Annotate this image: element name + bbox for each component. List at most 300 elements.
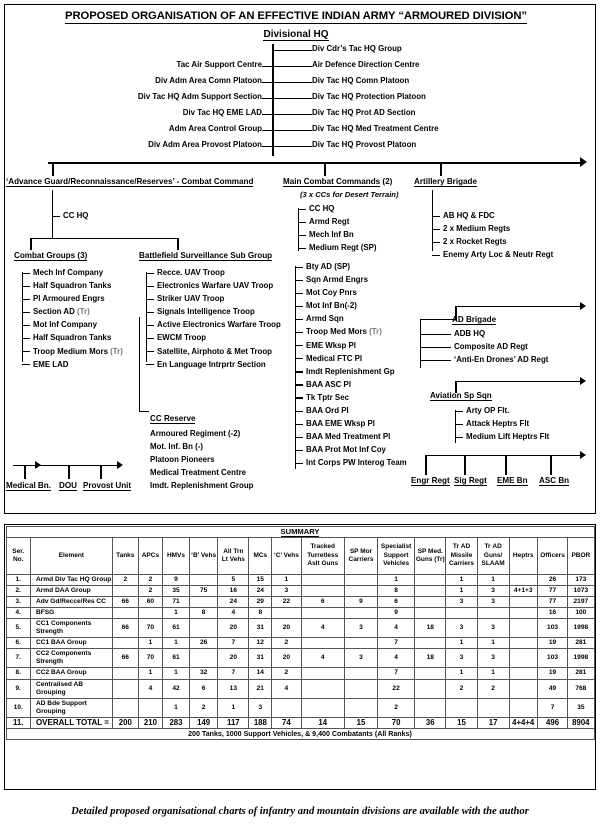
row-value: 4+1+3 [509, 585, 537, 596]
hq-left-label: Tac Air Support Centre [176, 60, 262, 69]
row-serial: 4. [6, 607, 30, 618]
row-value: 16 [537, 607, 567, 618]
row-value: 7 [377, 638, 414, 649]
list-item: Armd Regt [298, 215, 377, 228]
list-item: Arty OP Flt. [455, 404, 549, 417]
row-value: 20 [272, 618, 301, 637]
row-serial: 10. [6, 698, 30, 717]
row-serial: 1. [6, 574, 30, 585]
row-value [509, 679, 537, 698]
row-value: 26 [537, 574, 567, 585]
row-value: 2 [272, 638, 301, 649]
row-value [344, 668, 377, 679]
row-value: 9 [377, 607, 414, 618]
column-header: SP Mor Carriers [344, 537, 377, 574]
row-value: 7 [377, 668, 414, 679]
list-item: CC HQ [298, 202, 377, 215]
row-value: 14 [301, 717, 344, 728]
row-value [415, 574, 446, 585]
bus-drop [425, 455, 427, 475]
summary-title-row [6, 526, 594, 537]
row-element: Adv Gd/Recce/Res CC [30, 596, 112, 607]
branch-heading-cc-reserve: CC Reserve [150, 414, 196, 423]
list-item: Medium Regt (SP) [298, 241, 377, 254]
level2-bus-arrow-icon [580, 302, 586, 310]
summary-footer-cell: 200 Tanks, 1000 Support Vehicles, & 9,400 Combatants (All Ranks) [6, 729, 594, 740]
list-item: Platoon Pioneers [150, 455, 215, 465]
row-value: 2 [112, 574, 138, 585]
hq-left-label: Div Adm Area Provost Platoon [148, 140, 262, 149]
level1-bus-line [48, 162, 584, 164]
column-header: HMVs [163, 537, 190, 574]
row-value: 8 [377, 585, 414, 596]
list-item: Sqn Armd Engrs [295, 273, 407, 286]
row-serial: 6. [6, 638, 30, 649]
row-value [344, 698, 377, 717]
branch-heading-combat-groups: Combat Groups (3) [14, 251, 88, 260]
column-header: Ser. No. [6, 537, 30, 574]
row-value: 66 [112, 649, 138, 668]
column-header: All Trn Lt Vehs [218, 537, 249, 574]
ad-brigade-list [420, 327, 548, 366]
hq-row [0, 92, 592, 105]
list-item: Mot. Inf. Bn (-) [150, 442, 204, 452]
list-item: Striker UAV Troop [146, 292, 281, 305]
row-value: 7 [218, 638, 249, 649]
bssg-list [146, 266, 281, 371]
row-value [112, 638, 138, 649]
cc-reserve-list [150, 427, 253, 492]
row-value [415, 698, 446, 717]
bus-drop [324, 162, 326, 176]
row-serial: 8. [6, 668, 30, 679]
list-item: Medical FTC Pl [295, 352, 407, 365]
row-value [415, 607, 446, 618]
row-value: 8 [249, 607, 272, 618]
column-header: Element [30, 537, 112, 574]
row-value [301, 607, 344, 618]
row-value: 4 [272, 679, 301, 698]
row-value: 100 [568, 607, 594, 618]
row-value [112, 585, 138, 596]
row-serial: 5. [6, 618, 30, 637]
row-value: 1 [163, 698, 190, 717]
row-value [509, 596, 537, 607]
row-value: 103 [537, 618, 567, 637]
row-value: 4 [377, 649, 414, 668]
artillery-list [432, 209, 553, 261]
hq-connector-right [274, 66, 312, 67]
list-item: Bty AD (SP) [295, 260, 407, 273]
table-row [6, 649, 594, 668]
row-value: 1 [446, 638, 477, 649]
hq-right-label: Div Tac HQ Protection Platoon [312, 92, 426, 101]
row-element: Centralised AB Grouping [30, 679, 112, 698]
row-value [446, 698, 477, 717]
row-value [189, 574, 217, 585]
row-value: 3 [446, 618, 477, 637]
main-combat-group-a [298, 202, 377, 254]
row-value: 1 [138, 638, 162, 649]
row-value [112, 679, 138, 698]
row-value: 20 [218, 649, 249, 668]
row-element: OVERALL TOTAL = [30, 717, 112, 728]
branch-heading-artillery: Artillery Brigade [414, 177, 477, 186]
row-value: 3 [446, 596, 477, 607]
row-value: 3 [477, 618, 509, 637]
hq-row [0, 44, 592, 57]
row-value: 1 [163, 638, 190, 649]
branch-heading-advance-guard: ‘Advance Guard/Reconnaissance/Reserves’ - Combat Command [6, 177, 254, 186]
table-row [6, 618, 594, 637]
list-item: Half Squadron Tanks [22, 331, 123, 344]
row-value: 8904 [568, 717, 594, 728]
column-header: Tr AD Missile Carriers [446, 537, 477, 574]
hq-connector-right [274, 146, 312, 147]
row-value [344, 607, 377, 618]
row-value [509, 607, 537, 618]
row-value [344, 679, 377, 698]
row-value: 2 [138, 574, 162, 585]
row-value [272, 607, 301, 618]
list-item: 2 x Rocket Regts [432, 235, 553, 248]
list-item: ‘Anti-En Drones’ AD Regt [420, 353, 548, 366]
row-value: 7 [218, 668, 249, 679]
column-header: ‘B’ Vehs [189, 537, 217, 574]
row-value [344, 585, 377, 596]
row-serial: 2. [6, 585, 30, 596]
row-value [509, 574, 537, 585]
row-value [189, 618, 217, 637]
row-value: 1 [218, 698, 249, 717]
row-value: 66 [112, 618, 138, 637]
row-value: 24 [249, 585, 272, 596]
list-item: Mech Inf Bn [298, 228, 377, 241]
row-value: 281 [568, 668, 594, 679]
list-item: Active Electronics Warfare Troop [146, 318, 281, 331]
row-value: 1 [163, 668, 190, 679]
row-value: 281 [568, 638, 594, 649]
support-right-bus-line [425, 455, 583, 456]
row-value: 6 [377, 596, 414, 607]
row-value: 61 [163, 618, 190, 637]
row-value: 149 [189, 717, 217, 728]
branch-heading-ad-brigade: AD Brigade [452, 315, 497, 324]
row-value: 21 [249, 679, 272, 698]
row-value: 1 [446, 585, 477, 596]
row-value: 35 [163, 585, 190, 596]
row-value [477, 698, 509, 717]
list-item: BAA EME Wksp Pl [295, 417, 407, 430]
table-row [6, 585, 594, 596]
hq-ladder [0, 44, 592, 156]
support-unit-eme-bn: EME Bn [497, 476, 528, 485]
row-value: 1073 [568, 585, 594, 596]
page-title: PROPOSED ORGANISATION OF AN EFFECTIVE INDIAN ARMY “ARMOURED DIVISION” [65, 10, 527, 22]
support-unit-engr-regt: Engr Regt [411, 476, 450, 485]
hq-connector-right [274, 114, 312, 115]
row-value: 3 [249, 698, 272, 717]
list-item: Armoured Regiment (-2) [150, 429, 241, 438]
bus-drop [24, 465, 26, 479]
row-element: CC1 Components Strength [30, 618, 112, 637]
row-value: 36 [415, 717, 446, 728]
row-value [415, 679, 446, 698]
bus-drop [30, 238, 32, 250]
row-value: 8 [189, 607, 217, 618]
row-value [344, 574, 377, 585]
main-combat-rail-a [298, 208, 299, 251]
row-value: 1 [477, 574, 509, 585]
hq-right-label: Div Tac HQ Med Treatment Centre [312, 124, 439, 133]
list-item: ADB HQ [420, 327, 548, 340]
support-unit-provost-unit: Provost Unit [83, 481, 132, 490]
bssg-rail [146, 272, 147, 362]
row-value [415, 585, 446, 596]
row-value: 4 [301, 649, 344, 668]
branch-heading-bssg: Battlefield Surveillance Sub Group [139, 251, 273, 260]
row-value: 15 [344, 717, 377, 728]
row-serial: 3. [6, 596, 30, 607]
advance-guard-split-bar [30, 238, 178, 239]
list-item: BAA Ord Pl [295, 404, 407, 417]
row-value: 19 [537, 638, 567, 649]
row-value [446, 607, 477, 618]
hq-left-label: Adm Area Control Group [168, 124, 262, 133]
row-value [112, 668, 138, 679]
row-value: 1998 [568, 649, 594, 668]
table-row [6, 596, 594, 607]
list-item: Imdt Replenishment Gp [295, 365, 407, 378]
bus-drop [100, 465, 102, 479]
row-value: 18 [415, 618, 446, 637]
row-value: 103 [537, 649, 567, 668]
hq-left-label: Div Tac HQ EME LAD [182, 108, 262, 117]
row-value [301, 638, 344, 649]
row-value: 60 [138, 596, 162, 607]
row-value: 20 [272, 649, 301, 668]
row-value: 31 [249, 649, 272, 668]
row-value [509, 649, 537, 668]
column-header: PBOR [568, 537, 594, 574]
summary-title-cell: SUMMARY [6, 526, 594, 537]
support-left-bus-line [13, 465, 120, 466]
row-value: 77 [537, 585, 567, 596]
list-item: En Language Intrprtr Section [146, 358, 281, 371]
support-unit-asc-bn: ASC Bn [539, 476, 570, 485]
support-unit-dou: DOU [59, 481, 77, 490]
row-value: 35 [568, 698, 594, 717]
hq-connector-right [274, 82, 312, 83]
list-item: Medium Lift Heptrs Flt [455, 430, 549, 443]
row-value [509, 698, 537, 717]
row-value: 117 [218, 717, 249, 728]
hq-row [0, 124, 592, 137]
row-value [509, 618, 537, 637]
summary-header-row [6, 537, 594, 574]
row-value: 42 [163, 679, 190, 698]
list-item: Electronics Warfare UAV Troop [146, 279, 281, 292]
row-value: 173 [568, 574, 594, 585]
list-item: Int Corps PW Interog Team [295, 456, 407, 469]
row-value: 4 [138, 679, 162, 698]
column-header: Tracked Turretless Aslt Guns [301, 537, 344, 574]
hq-row [0, 60, 592, 73]
row-value: 70 [138, 618, 162, 637]
hq-right-label: Div Tac HQ Comn Platoon [312, 76, 410, 85]
row-value: 1 [477, 668, 509, 679]
row-value: 6 [301, 596, 344, 607]
column-header: Tr AD Guns/ SLAAM [477, 537, 509, 574]
hq-right-label: Div Cdr’s Tac HQ Group [312, 44, 402, 53]
row-element: CC2 Components Strength [30, 649, 112, 668]
list-item: EWCM Troop [146, 331, 281, 344]
row-value: 31 [249, 618, 272, 637]
level1-bus-arrow-icon [580, 157, 587, 167]
row-value: 1 [446, 574, 477, 585]
row-value [112, 698, 138, 717]
bus-drop [464, 455, 466, 475]
column-header: MCs [249, 537, 272, 574]
column-header: APCs [138, 537, 162, 574]
row-value [301, 698, 344, 717]
row-value: 71 [163, 596, 190, 607]
row-value [189, 649, 217, 668]
list-item: Mot Inf Bn(-2) [295, 299, 407, 312]
bus-drop [68, 465, 70, 479]
row-value: 2 [138, 585, 162, 596]
row-value: 1998 [568, 618, 594, 637]
row-value [138, 698, 162, 717]
artillery-rail [432, 190, 433, 251]
list-item: Armd Sqn [295, 312, 407, 325]
column-header: Officers [537, 537, 567, 574]
row-value: 496 [537, 717, 567, 728]
bus-drop [52, 162, 54, 176]
combat-groups-rail [22, 272, 23, 362]
row-value: 1 [377, 574, 414, 585]
row-value: 4 [377, 618, 414, 637]
row-element: Armd DAA Group [30, 585, 112, 596]
row-element: Armd Div Tac HQ Group [30, 574, 112, 585]
table-row [6, 679, 594, 698]
list-item: Mot Inf Company [22, 318, 123, 331]
support-unit-sig-regt: Sig Regt [454, 476, 487, 485]
row-element: AD Bde Support Grouping [30, 698, 112, 717]
row-element: CC2 BAA Group [30, 668, 112, 679]
table-row [6, 698, 594, 717]
summary-table [6, 526, 595, 741]
table-row [6, 717, 594, 728]
row-value: 3 [446, 649, 477, 668]
row-value: 20 [218, 618, 249, 637]
row-value: 7 [537, 698, 567, 717]
row-serial: 9. [6, 679, 30, 698]
row-value: 3 [477, 585, 509, 596]
row-value: 70 [377, 717, 414, 728]
column-header: Specialist Support Vehicles [377, 537, 414, 574]
row-value [301, 574, 344, 585]
list-item: Half Squadron Tanks [22, 279, 123, 292]
list-item: 2 x Medium Regts [432, 222, 553, 235]
row-value: 77 [537, 596, 567, 607]
main-combat-note: (3 x CCs for Desert Terrain) [300, 190, 399, 199]
list-item: BAA Prot Mot Inf Coy [295, 443, 407, 456]
row-value: 22 [377, 679, 414, 698]
cc-reserve-rail [139, 317, 140, 412]
table-row [6, 574, 594, 585]
list-item: Enemy Arty Loc & Neutr Regt [432, 248, 553, 261]
table-row [6, 668, 594, 679]
row-value: 1 [163, 607, 190, 618]
row-value: 9 [163, 574, 190, 585]
bus-drop [550, 455, 552, 475]
support-left-arrow-icon-2 [117, 461, 123, 469]
bus-drop [505, 455, 507, 475]
row-value: 3 [344, 649, 377, 668]
hq-connector-right [274, 50, 312, 51]
row-value [415, 668, 446, 679]
row-value: 3 [272, 585, 301, 596]
hq-right-label: Div Tac HQ Prot AD Section [312, 108, 416, 117]
row-value [272, 698, 301, 717]
row-value: 16 [218, 585, 249, 596]
row-value [415, 638, 446, 649]
divisional-hq-node: Divisional HQ [263, 29, 329, 40]
list-item: Signals Intelligence Troop [146, 305, 281, 318]
column-header: ‘C’ Vehs [272, 537, 301, 574]
row-value [189, 596, 217, 607]
row-value: 2 [446, 679, 477, 698]
list-item: Imdt. Replenishment Group [150, 481, 254, 491]
support-right-arrow-icon [580, 451, 586, 459]
list-item: BAA Med Treatment Pl [295, 430, 407, 443]
bus-drop [177, 238, 179, 250]
summary-footer-row [6, 729, 594, 740]
support-left-arrow-icon-1 [35, 461, 41, 469]
row-value: 15 [249, 574, 272, 585]
bus-drop [440, 162, 442, 176]
combat-groups-list [22, 266, 123, 371]
row-value [344, 638, 377, 649]
row-value: 2 [477, 679, 509, 698]
row-value: 66 [112, 596, 138, 607]
row-value [509, 668, 537, 679]
column-header: Heptrs [509, 537, 537, 574]
row-value [509, 638, 537, 649]
figure-caption: Detailed proposed organisational charts of infantry and mountain divisions are available with the author [71, 806, 529, 817]
row-value: 9 [344, 596, 377, 607]
row-value: 210 [138, 717, 162, 728]
row-serial: 7. [6, 649, 30, 668]
main-combat-group-b [295, 260, 407, 470]
list-item: Satellite, Airphoto & Met Troop [146, 345, 281, 358]
list-item: BAA ASC Pl [295, 378, 407, 391]
hq-row [0, 140, 592, 153]
row-value: 26 [189, 638, 217, 649]
support-unit-medical-bn: Medical Bn. [6, 481, 51, 490]
row-value: 768 [568, 679, 594, 698]
row-value: 200 [112, 717, 138, 728]
hq-connector-right [274, 98, 312, 99]
row-value: 6 [189, 679, 217, 698]
row-value: 12 [249, 638, 272, 649]
row-value [301, 585, 344, 596]
row-value: 4+4+4 [509, 717, 537, 728]
level2-bus-line [455, 306, 583, 307]
row-value [301, 668, 344, 679]
hq-row [0, 76, 592, 89]
